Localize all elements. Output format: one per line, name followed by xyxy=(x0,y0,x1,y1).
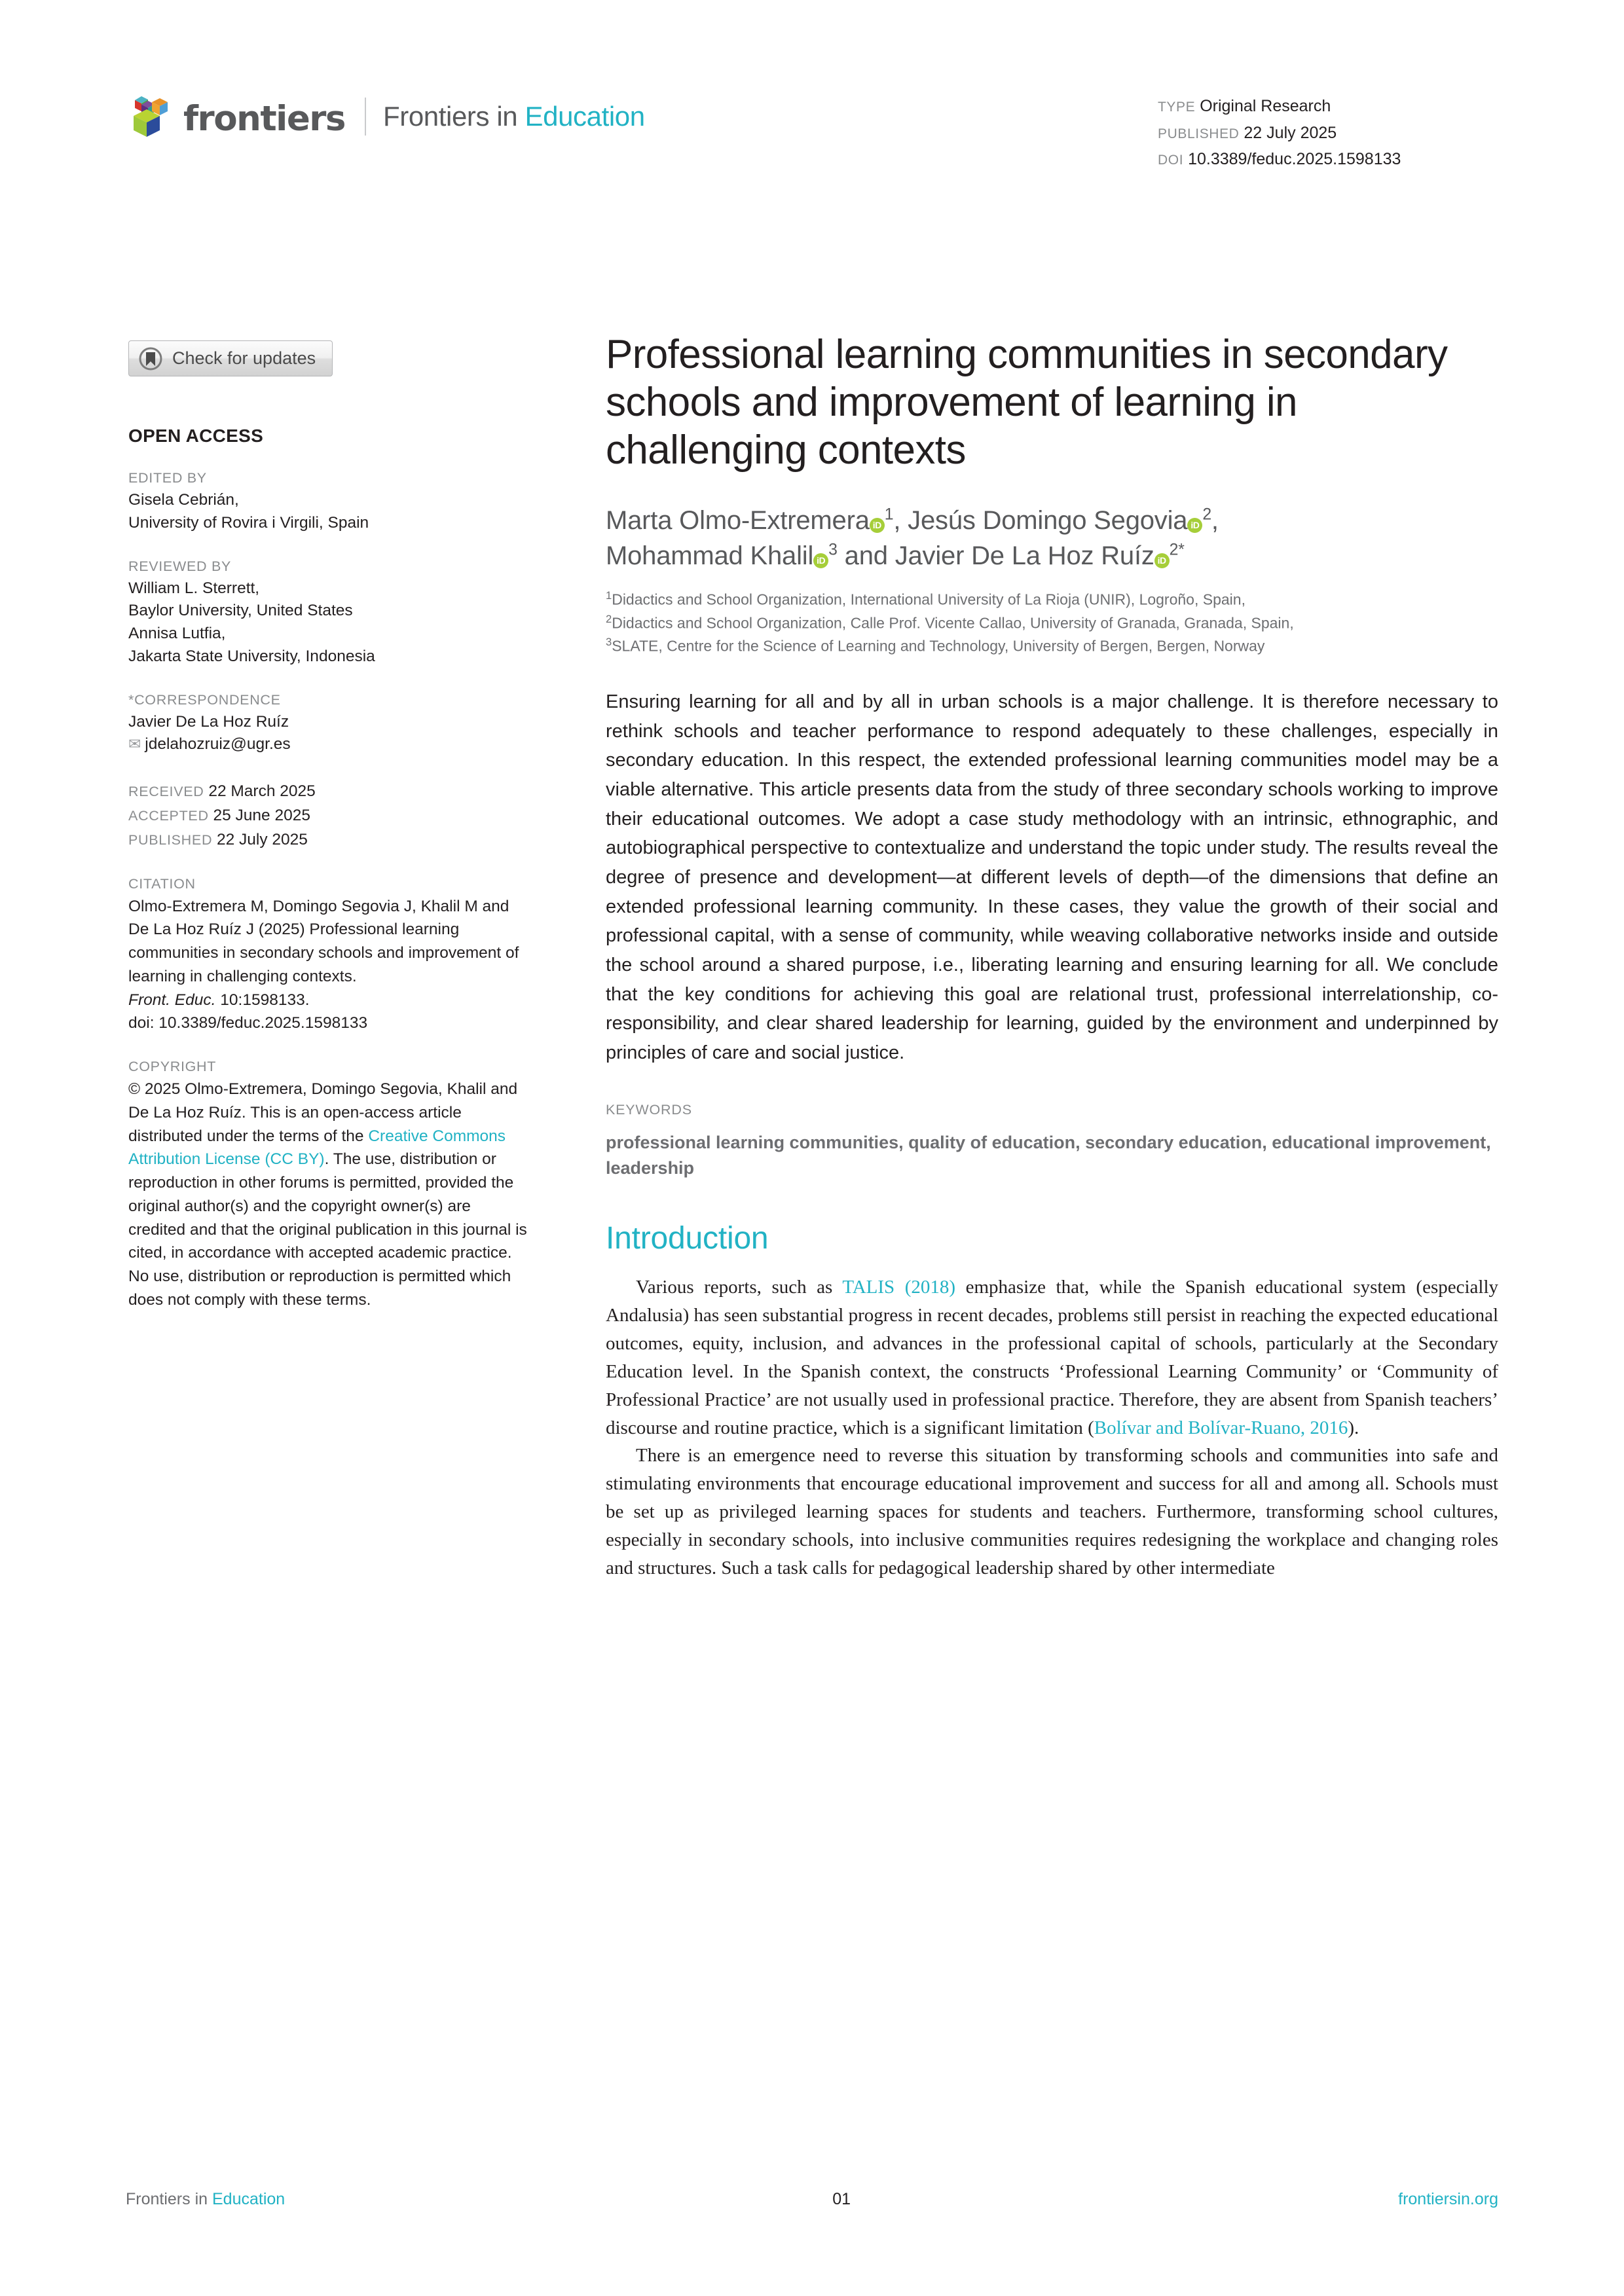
affiliation-marker: 3 xyxy=(606,635,612,648)
section-heading-introduction: Introduction xyxy=(606,1220,769,1256)
copyright-text xyxy=(128,1078,528,1312)
author-separator: and xyxy=(837,541,895,571)
author-entry[interactable] xyxy=(606,541,838,570)
journal-title-prefix: Frontiers in xyxy=(382,101,525,132)
footer-journal xyxy=(126,2190,285,2209)
sidebar xyxy=(128,340,528,1312)
affiliation-item xyxy=(606,588,1498,611)
cc-license-link[interactable]: Creative Commons Attribution License (CC BY) xyxy=(128,1127,506,1169)
citation-label: CITATION xyxy=(128,875,196,892)
reviewer-line: William L. Sterrett, xyxy=(128,579,260,597)
author-affil-marker: 1 xyxy=(884,506,894,524)
reviewer-line: Baylor University, United States xyxy=(128,602,353,620)
reviewed-by-block xyxy=(128,558,528,668)
copyright-part-1: © 2025 Olmo-Extremera, Domingo Segovia, Khalil and De La Hoz Ruíz. This is an open-access article distributed under the terms of the xyxy=(128,1080,518,1145)
meta-type-label: TYPE xyxy=(1158,100,1196,115)
paragraph-part: ). xyxy=(1348,1417,1359,1438)
meta-doi-value[interactable]: 10.3389/feduc.2025.1598133 xyxy=(1188,150,1401,168)
author-separator: , xyxy=(893,506,908,536)
received-row xyxy=(128,780,528,804)
reviewer-line: Jakarta State University, Indonesia xyxy=(128,647,375,665)
orcid-icon[interactable]: iD xyxy=(870,518,885,533)
affiliation-item xyxy=(606,611,1498,634)
citation-journal: Front. Educ. xyxy=(128,991,216,1009)
copyright-block xyxy=(128,1059,528,1312)
author-affil-marker: 3 xyxy=(828,541,838,560)
author-entry[interactable] xyxy=(908,506,1211,535)
citation-block xyxy=(128,876,528,1036)
meta-type-value: Original Research xyxy=(1200,97,1331,115)
author-entry[interactable] xyxy=(606,506,893,535)
abstract-text: Ensuring learning for all and by all in urban schools is a major challenge. It is therefore necessary to rethink schools and teacher performance to respond adequately to these challenges, especially in secondary education. In this respect, the extended professional learning communities model may be a viable alternative. This article presents data from the study of three secondary schools working to improve their educational outcomes. We adopt a case study methodology with an intrinsic, ethnographic, and autobiographical perspective to contextualize and understand the topic under study. The results reveal the degree of presence and development—at different levels of depth—of the dimensions that define an extended professional learning community. In these cases, they value the growth of their social and professional capital, with a sense of community, while weaving collaborative networks inside and outside the school around a shared purpose, i.e., liberating learning and ensuring learning for all. We conclude that the key conditions for achieving this goal are relational trust, professional interrelationship, co-responsibility, and clear shared leadership for learning, guided by the environment and underpinned by principles of care and social justice. xyxy=(606,691,1498,1064)
edited-by-block xyxy=(128,470,528,535)
citation-link-talis[interactable]: TALIS (2018) xyxy=(842,1276,956,1298)
journal-title xyxy=(383,101,645,132)
main-column xyxy=(606,331,1498,1582)
author-name: Javier De La Hoz Ruíz xyxy=(895,541,1154,571)
page-number: 01 xyxy=(832,2190,851,2208)
meta-published-value: 22 July 2025 xyxy=(1244,123,1337,142)
affiliation-marker: 1 xyxy=(606,589,612,602)
page-footer xyxy=(126,2190,1498,2209)
orcid-icon[interactable]: iD xyxy=(1154,553,1170,568)
author-affil-marker: 2* xyxy=(1169,541,1185,560)
orcid-icon[interactable]: iD xyxy=(813,553,828,568)
author-entry[interactable] xyxy=(895,541,1185,570)
affiliation-marker: 2 xyxy=(606,612,612,625)
affiliation-item xyxy=(606,634,1498,657)
author-name: Mohammad Khalil xyxy=(606,541,814,571)
editor-name: Gisela Cebrián, xyxy=(128,491,239,509)
footer-website-link[interactable]: frontiersin.org xyxy=(1398,2190,1498,2208)
footer-journal-accent[interactable]: Education xyxy=(212,2190,286,2208)
open-access-badge: OPEN ACCESS xyxy=(128,426,264,446)
masthead xyxy=(126,87,645,146)
keywords-text: professional learning communities, quality of education, secondary education, educational improvement, leadership xyxy=(606,1132,1491,1178)
meta-type-row xyxy=(1158,93,1498,120)
paragraph-part: emphasize that, while the Spanish educational system (especially Andalusia) has seen substantial progress in recent decades, problems still persist in reaching the expected educational outcomes, equity, inclusion, and advances in the professional capital of schools, particularly at the Secondary Education level. In the Spanish context, the constructs ‘Professional Learning Community’ or ‘Community of Professional Practice’ are not usually used in professional practice. Therefore, they are absent from Spanish teachers’ discourse and routine practice, which is a significant limitation ( xyxy=(606,1276,1499,1438)
affiliation-list xyxy=(606,588,1498,657)
paragraph-part: Various reports, such as xyxy=(636,1276,843,1298)
published-row xyxy=(128,828,528,852)
frontiers-wordmark: frontiers xyxy=(183,98,345,139)
masthead-divider xyxy=(365,98,366,136)
paragraph xyxy=(606,1273,1498,1442)
accepted-row xyxy=(128,804,528,828)
published-value: 22 July 2025 xyxy=(216,830,308,848)
meta-published-label: PUBLISHED xyxy=(1158,126,1240,141)
frontiers-cubes-logo-icon xyxy=(126,91,174,142)
footer-journal-prefix: Frontiers in xyxy=(126,2190,212,2208)
meta-doi-label: DOI xyxy=(1158,153,1184,168)
correspondence-label: *CORRESPONDENCE xyxy=(128,691,281,708)
reviewed-by-label: REVIEWED BY xyxy=(128,558,232,574)
editor-affiliation: University of Rovira i Virgili, Spain xyxy=(128,513,369,532)
affiliation-text: SLATE, Centre for the Science of Learning and Technology, University of Bergen, Bergen, Norway xyxy=(612,637,1265,655)
check-for-updates-label: Check for updates xyxy=(172,348,316,368)
meta-published-row xyxy=(1158,120,1498,147)
author-affil-marker: 2 xyxy=(1202,506,1211,524)
correspondence-email: jdelahozruiz@ugr.es xyxy=(145,735,291,754)
crossmark-icon xyxy=(138,346,163,371)
citation-main: Olmo-Extremera M, Domingo Segovia J, Khalil M and De La Hoz Ruíz J (2025) Professional learning communities in secondary schools and improvement of learning in challenging contexts. xyxy=(128,897,519,985)
check-for-updates-button[interactable] xyxy=(128,340,333,376)
author-list xyxy=(606,503,1498,574)
paragraph: There is an emergence need to reverse this situation by transforming schools and communities into safe and stimulating environments that encourage educational improvement and success for all and among all. Schools must be set up as privileged learning spaces for students and teachers. Furthermore, transforming school cultures, especially in secondary schools, into inclusive communities requires redesigning the workplace and changing roles and structures. Such a task calls for pedagogical leadership shared by other intermediate xyxy=(606,1445,1498,1579)
orcid-icon[interactable]: iD xyxy=(1187,518,1202,533)
envelope-icon: ✉ xyxy=(128,735,141,753)
copyright-label: COPYRIGHT xyxy=(128,1059,217,1075)
author-name: Jesús Domingo Segovia xyxy=(908,506,1188,536)
meta-doi-row xyxy=(1158,146,1498,173)
journal-title-accent: Education xyxy=(525,101,645,132)
author-separator: , xyxy=(1211,506,1219,536)
citation-text xyxy=(128,895,528,1036)
dates-block xyxy=(128,780,528,852)
citation-volume: 10:1598133. xyxy=(215,991,310,1009)
received-label: RECEIVED xyxy=(128,784,204,800)
accepted-label: ACCEPTED xyxy=(128,808,209,824)
affiliation-text: Didactics and School Organization, International University of La Rioja (UNIR), Logroño, Spain, xyxy=(612,591,1246,609)
copyright-part-2: . The use, distribution or reproduction in other forums is permitted, provided the original author(s) and the copyright owner(s) are credited and that the original publication in this journal is cited, in accordance with accepted academic practice. No use, distribution or reproduction is permitted which does not comply with these terms. xyxy=(128,1150,527,1309)
published-label: PUBLISHED xyxy=(128,831,213,848)
correspondence-name: Javier De La Hoz Ruíz xyxy=(128,712,289,731)
article-meta xyxy=(1158,93,1498,173)
correspondence-email-row[interactable] xyxy=(128,733,528,756)
author-name: Marta Olmo-Extremera xyxy=(606,506,870,536)
edited-by-label: EDITED BY xyxy=(128,470,207,486)
introduction-body xyxy=(606,1273,1498,1582)
citation-doi: doi: 10.3389/feduc.2025.1598133 xyxy=(128,1014,368,1032)
accepted-value: 25 June 2025 xyxy=(213,807,310,824)
received-value: 22 March 2025 xyxy=(208,782,316,801)
keywords-label: KEYWORDS xyxy=(606,1101,692,1118)
correspondence-block xyxy=(128,692,528,757)
reviewer-line: Annisa Lutfia, xyxy=(128,625,226,643)
citation-link-bolivar[interactable]: Bolívar and Bolívar-Ruano, 2016 xyxy=(1094,1417,1348,1438)
page-title: Professional learning communities in secondary schools and improvement of learning in challenging contexts xyxy=(606,332,1448,473)
affiliation-text: Didactics and School Organization, Calle Prof. Vicente Callao, University of Granada, Granada, Spain, xyxy=(612,614,1294,632)
